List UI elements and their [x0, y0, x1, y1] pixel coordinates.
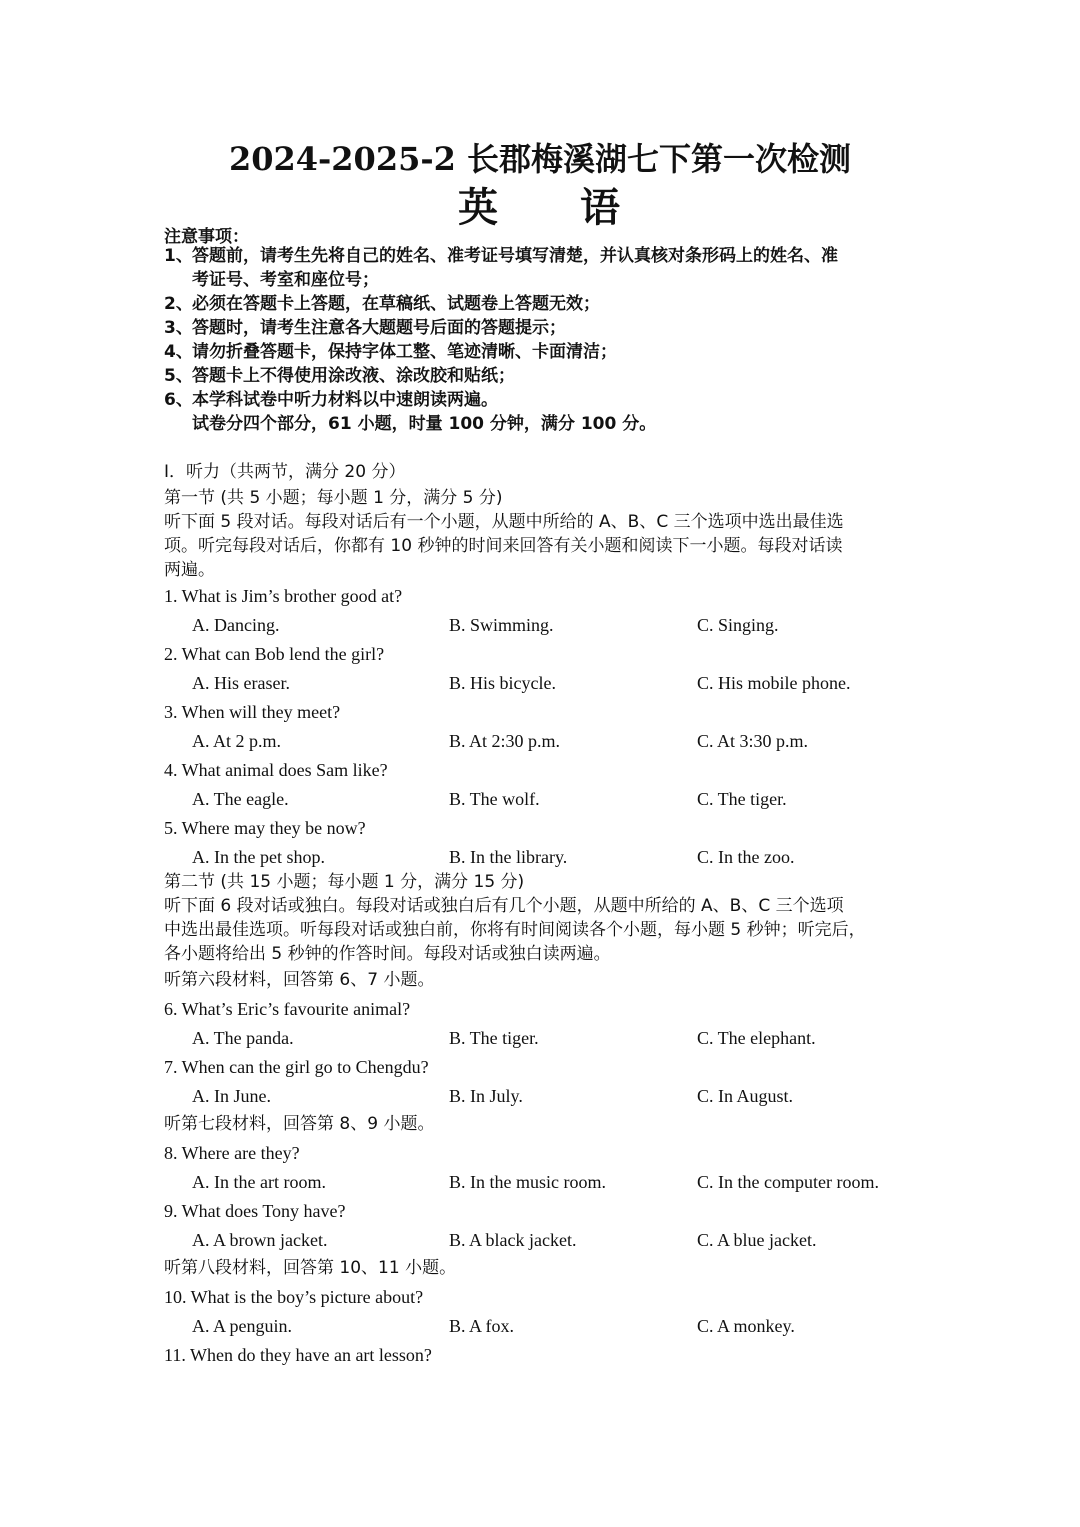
material-note: 听第八段材料，回答第 10、11 小题。	[164, 1258, 457, 1278]
question: 6. What’s Eric’s favourite animal?	[164, 999, 411, 1019]
note-item	[164, 292, 924, 316]
note-item	[164, 364, 924, 388]
option-b: B. In the library.	[449, 847, 568, 867]
note-number: 2、	[164, 294, 193, 314]
option-a: A. A penguin.	[192, 1316, 293, 1336]
exam-title: 2024-2025-2 长郡梅溪湖七下第一次检测	[228, 140, 852, 178]
note-item	[164, 244, 924, 292]
option-a: A. The eagle.	[192, 789, 289, 809]
option-a: A. Dancing.	[192, 615, 280, 635]
question: 2. What can Bob lend the girl?	[164, 644, 385, 664]
option-a: A. At 2 p.m.	[192, 731, 282, 751]
material-note: 听第七段材料，回答第 8、9 小题。	[164, 1114, 435, 1134]
option-b: B. The wolf.	[449, 789, 540, 809]
notes-heading: 注意事项：	[164, 227, 249, 247]
note-item	[164, 388, 924, 412]
question: 11. When do they have an art lesson?	[164, 1345, 432, 1365]
option-c: C. In the zoo.	[697, 847, 795, 867]
note-number: 6、	[164, 390, 193, 410]
note-number: 5、	[164, 366, 193, 386]
option-a: A. A brown jacket.	[192, 1230, 328, 1250]
note-number: 3、	[164, 318, 193, 338]
question: 3. When will they meet?	[164, 702, 341, 722]
option-c: C. In August.	[697, 1086, 794, 1106]
note-text: 请勿折叠答题卡，保持字体工整、笔迹清晰、卡面清洁；	[192, 342, 617, 362]
option-b: B. In July.	[449, 1086, 523, 1106]
note-text: 答题前，请考生先将自己的姓名、准考证号填写清楚，并认真核对条形码上的姓名、准	[192, 246, 838, 266]
option-a: A. His eraser.	[192, 673, 290, 693]
part1-instruction-line: 听下面 5 段对话。每段对话后有一个小题，从题中所给的 A、B、C 三个选项中选出最佳选	[164, 512, 844, 532]
material-note: 听第六段材料，回答第 6、7 小题。	[164, 970, 435, 990]
part1-instruction-line: 两遍。	[164, 560, 215, 580]
option-a: A. The panda.	[192, 1028, 294, 1048]
question: 8. Where are they?	[164, 1143, 300, 1163]
note-number: 4、	[164, 342, 193, 362]
question: 1. What is Jim’s brother good at?	[164, 586, 403, 606]
option-c: C. The tiger.	[697, 789, 787, 809]
question: 10. What is the boy’s picture about?	[164, 1287, 424, 1307]
part2-instruction-line: 听下面 6 段对话或独白。每段对话或独白后有几个小题，从题中所给的 A、B、C 三个选项	[164, 896, 844, 916]
option-b: B. A black jacket.	[449, 1230, 577, 1250]
subject-char-1: 英	[458, 184, 500, 231]
option-c: C. At 3:30 p.m.	[697, 731, 809, 751]
part1-heading: 第一节 (共 5 小题；每小题 1 分，满分 5 分)	[164, 488, 503, 508]
note-continuation: 考证号、考室和座位号；	[192, 270, 379, 290]
section-heading: I．听力（共两节，满分 20 分）	[164, 462, 406, 482]
note-text: 答题卡上不得使用涂改液、涂改胶和贴纸；	[192, 366, 515, 386]
part2-heading: 第二节 (共 15 小题；每小题 1 分，满分 15 分)	[164, 872, 525, 892]
note-text: 本学科试卷中听力材料以中速朗读两遍。	[192, 390, 498, 410]
question: 4. What animal does Sam like?	[164, 760, 388, 780]
option-b: B. His bicycle.	[449, 673, 556, 693]
option-c: C. Singing.	[697, 615, 779, 635]
question: 7. When can the girl go to Chengdu?	[164, 1057, 429, 1077]
note-number: 1、	[164, 246, 193, 266]
option-c: C. A monkey.	[697, 1316, 795, 1336]
part2-instruction-line: 各小题将给出 5 秒钟的作答时间。每段对话或独白读两遍。	[164, 944, 611, 964]
question: 5. Where may they be now?	[164, 818, 366, 838]
subject-char-2: 语	[580, 184, 622, 231]
option-a: A. In the art room.	[192, 1172, 326, 1192]
option-b: B. At 2:30 p.m.	[449, 731, 561, 751]
part2-instruction-line: 中选出最佳选项。听每段对话或独白前，你将有时间阅读各个小题，每小题 5 秒钟；听完后，	[164, 920, 866, 940]
option-a: A. In June.	[192, 1086, 271, 1106]
option-b: B. A fox.	[449, 1316, 515, 1336]
option-c: C. A blue jacket.	[697, 1230, 817, 1250]
option-b: B. Swimming.	[449, 615, 554, 635]
option-a: A. In the pet shop.	[192, 847, 325, 867]
note-summary: 试卷分四个部分，61 小题，时量 100 分钟，满分 100 分。	[192, 414, 657, 434]
option-b: B. The tiger.	[449, 1028, 539, 1048]
question: 9. What does Tony have?	[164, 1201, 346, 1221]
part1-instruction-line: 项。听完每段对话后，你都有 10 秒钟的时间来回答有关小题和阅读下一小题。每段对话读	[164, 536, 843, 556]
option-c: C. The elephant.	[697, 1028, 816, 1048]
option-c: C. In the computer room.	[697, 1172, 879, 1192]
note-text: 必须在答题卡上答题，在草稿纸、试题卷上答题无效；	[192, 294, 600, 314]
subject-title	[0, 176, 1080, 233]
note-item	[164, 316, 924, 340]
note-item	[164, 340, 924, 364]
option-c: C. His mobile phone.	[697, 673, 851, 693]
note-text: 答题时，请考生注意各大题题号后面的答题提示；	[192, 318, 566, 338]
option-b: B. In the music room.	[449, 1172, 606, 1192]
